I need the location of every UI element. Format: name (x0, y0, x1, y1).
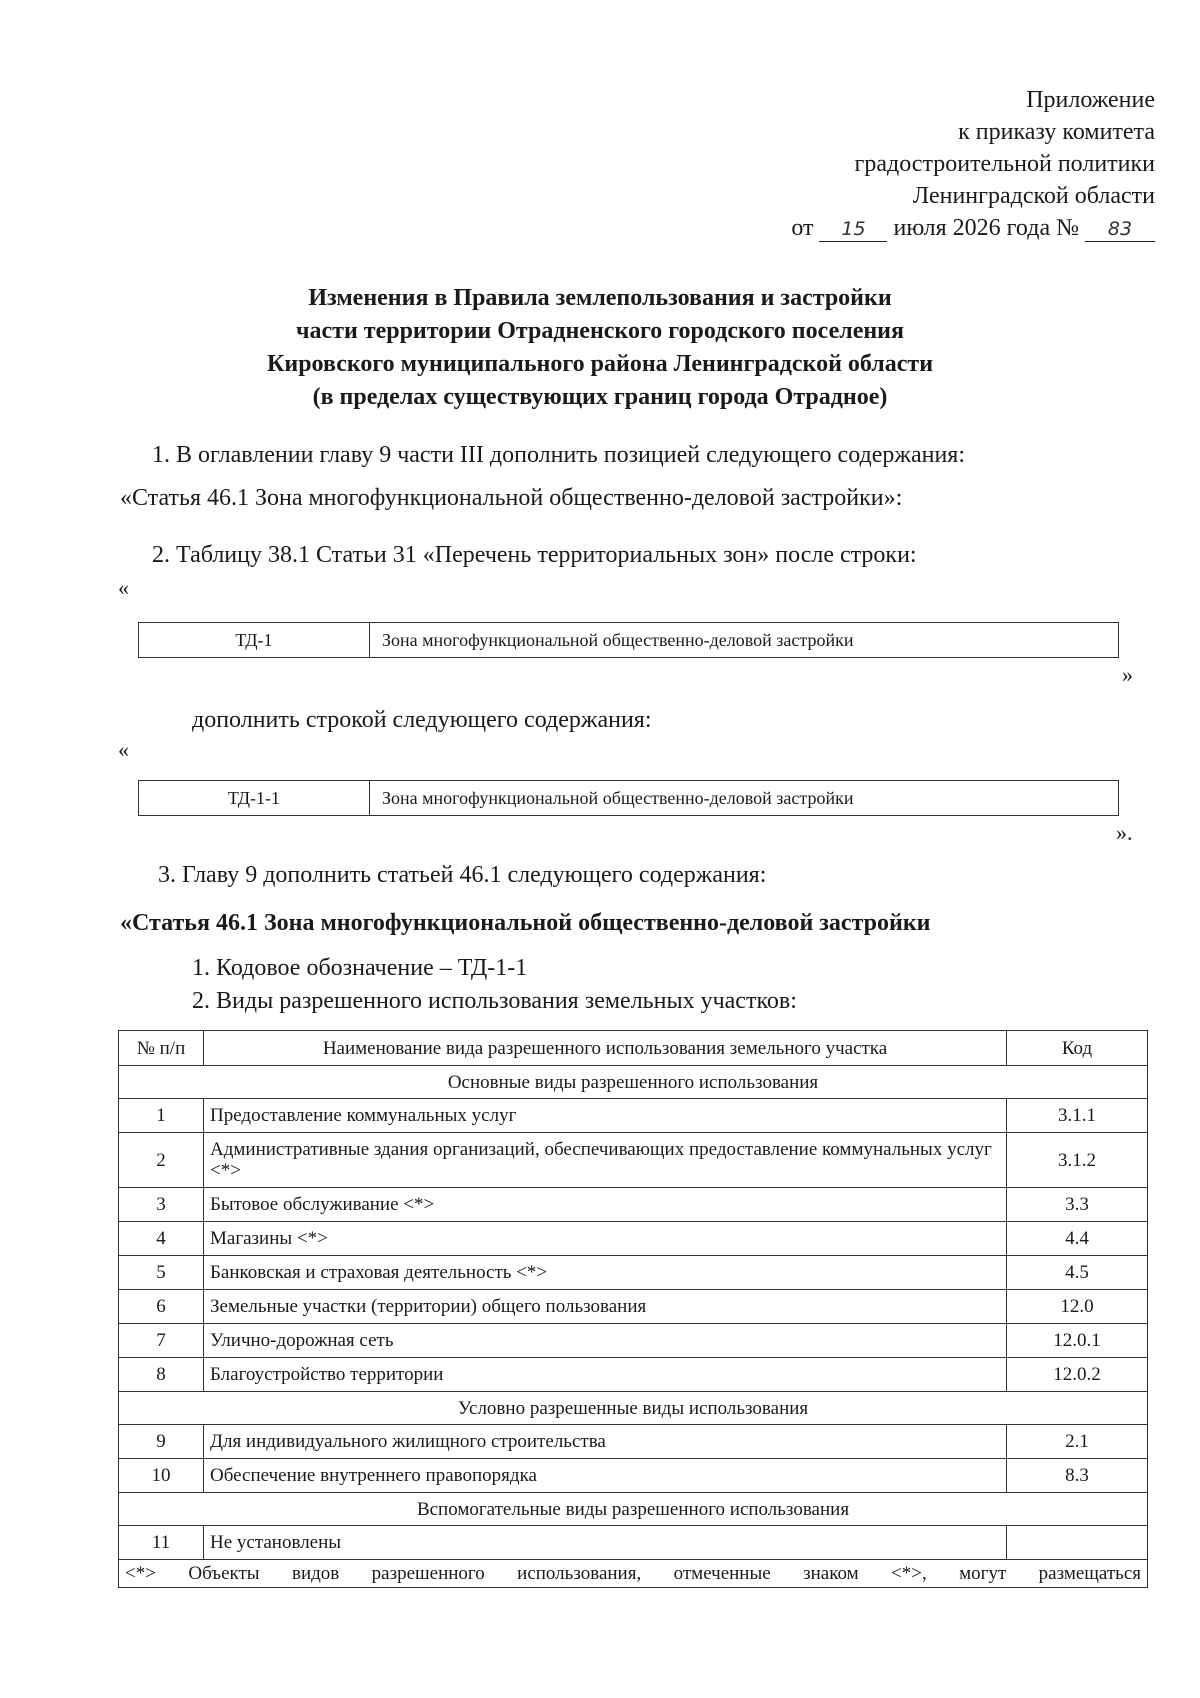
row-num: 10 (119, 1459, 204, 1493)
section-title: Основные виды разрешенного использования (119, 1066, 1148, 1099)
zone-row-before (138, 622, 1119, 658)
sub-item-1: 1. Кодовое обозначение – ТД-1-1 (192, 955, 528, 981)
approval-line: Ленинградской области (912, 183, 1155, 209)
row-code: 12.0 (1007, 1290, 1148, 1324)
row-code: 2.1 (1007, 1425, 1148, 1459)
table-row (119, 1526, 1148, 1560)
row-code: 12.0.2 (1007, 1358, 1148, 1392)
article-heading: «Статья 46.1 Зона многофункциональной общественно-деловой застройки (120, 910, 931, 936)
row-num: 11 (119, 1526, 204, 1560)
zone-code: ТД-1-1 (139, 781, 370, 816)
row-code (1007, 1526, 1148, 1560)
title-line: Кировского муниципального района Ленинградской области (266, 351, 934, 377)
table-row (119, 1133, 1148, 1188)
row-num: 1 (119, 1099, 204, 1133)
table-row (119, 1188, 1148, 1222)
approval-line: к приказу комитета (958, 119, 1155, 145)
approval-line: Приложение (1026, 87, 1155, 113)
order-number: 83 (1085, 217, 1155, 242)
row-num: 8 (119, 1358, 204, 1392)
close-quote: » (1122, 662, 1133, 687)
title-line: (в пределах существующих границ города Отрадное) (312, 384, 888, 410)
row-name: Улично-дорожная сеть (204, 1324, 1007, 1358)
section-row (119, 1066, 1148, 1099)
date-day: 15 (819, 217, 887, 242)
zone-code: ТД-1 (139, 623, 370, 658)
approval-block (791, 84, 1155, 244)
section-row (119, 1392, 1148, 1425)
table-note: <*> Объекты видов разрешенного использования, отмеченные знаком <*>, могут размещаться (119, 1560, 1148, 1588)
row-name: Благоустройство территории (204, 1358, 1007, 1392)
row-code: 4.5 (1007, 1256, 1148, 1290)
row-code: 3.3 (1007, 1188, 1148, 1222)
zone-row-added (138, 780, 1119, 816)
row-num: 7 (119, 1324, 204, 1358)
row-num: 9 (119, 1425, 204, 1459)
open-quote: « (118, 575, 129, 600)
row-code: 3.1.2 (1007, 1133, 1148, 1188)
table-row (119, 1358, 1148, 1392)
row-code: 4.4 (1007, 1222, 1148, 1256)
row-name: Предоставление коммунальных услуг (204, 1099, 1007, 1133)
item1-text-cont: «Статья 46.1 Зона многофункциональной общественно-деловой застройки»: (120, 485, 903, 511)
header-num: № п/п (119, 1031, 204, 1066)
row-code: 12.0.1 (1007, 1324, 1148, 1358)
table-row (119, 1256, 1148, 1290)
add-row-text: дополнить строкой следующего содержания: (192, 707, 652, 733)
header-name: Наименование вида разрешенного использования земельного участка (204, 1031, 1007, 1066)
row-name: Для индивидуального жилищного строительства (204, 1425, 1007, 1459)
title-line: части территории Отрадненского городского поселения (295, 318, 904, 344)
table-row (119, 1324, 1148, 1358)
table-row (119, 1222, 1148, 1256)
row-name: Магазины <*> (204, 1222, 1007, 1256)
item1-text: 1. В оглавлении главу 9 части III дополнить позицией следующего содержания: (152, 442, 966, 468)
row-name: Бытовое обслуживание <*> (204, 1188, 1007, 1222)
row-name: Обеспечение внутреннего правопорядка (204, 1459, 1007, 1493)
document-title (160, 282, 1040, 414)
table-row (119, 1290, 1148, 1324)
sub-item-2: 2. Виды разрешенного использования земельных участков: (192, 988, 797, 1014)
title-line: Изменения в Правила землепользования и застройки (308, 285, 892, 311)
date-prefix: от (791, 215, 814, 241)
approval-date-line (791, 212, 1155, 244)
table-row (119, 1425, 1148, 1459)
section-row (119, 1493, 1148, 1526)
header-code: Код (1007, 1031, 1148, 1066)
open-quote-2: « (118, 737, 129, 762)
approval-line: градостроительной политики (854, 151, 1155, 177)
row-name: Административные здания организаций, обеспечивающих предоставление коммунальных услуг <*> (204, 1133, 1007, 1188)
land-use-table (118, 1030, 1148, 1588)
row-num: 2 (119, 1133, 204, 1188)
row-num: 6 (119, 1290, 204, 1324)
note-row (119, 1560, 1148, 1588)
row-code: 8.3 (1007, 1459, 1148, 1493)
row-name: Банковская и страховая деятельность <*> (204, 1256, 1007, 1290)
date-rest: июля 2026 года № (893, 215, 1079, 241)
row-code: 3.1.1 (1007, 1099, 1148, 1133)
table-header-row (119, 1031, 1148, 1066)
item2-text: 2. Таблицу 38.1 Статьи 31 «Перечень территориальных зон» после строки: (152, 542, 917, 568)
table-row (119, 1099, 1148, 1133)
row-num: 4 (119, 1222, 204, 1256)
section-title: Условно разрешенные виды использования (119, 1392, 1148, 1425)
zone-name: Зона многофункциональной общественно-деловой застройки (370, 781, 1119, 816)
row-name: Земельные участки (территории) общего пользования (204, 1290, 1007, 1324)
row-num: 5 (119, 1256, 204, 1290)
close-quote-2: ». (1116, 820, 1133, 845)
row-name: Не установлены (204, 1526, 1007, 1560)
zone-name: Зона многофункциональной общественно-деловой застройки (370, 623, 1119, 658)
item3-text: 3. Главу 9 дополнить статьей 46.1 следующего содержания: (158, 862, 767, 888)
row-num: 3 (119, 1188, 204, 1222)
table-row (119, 1459, 1148, 1493)
section-title: Вспомогательные виды разрешенного использования (119, 1493, 1148, 1526)
